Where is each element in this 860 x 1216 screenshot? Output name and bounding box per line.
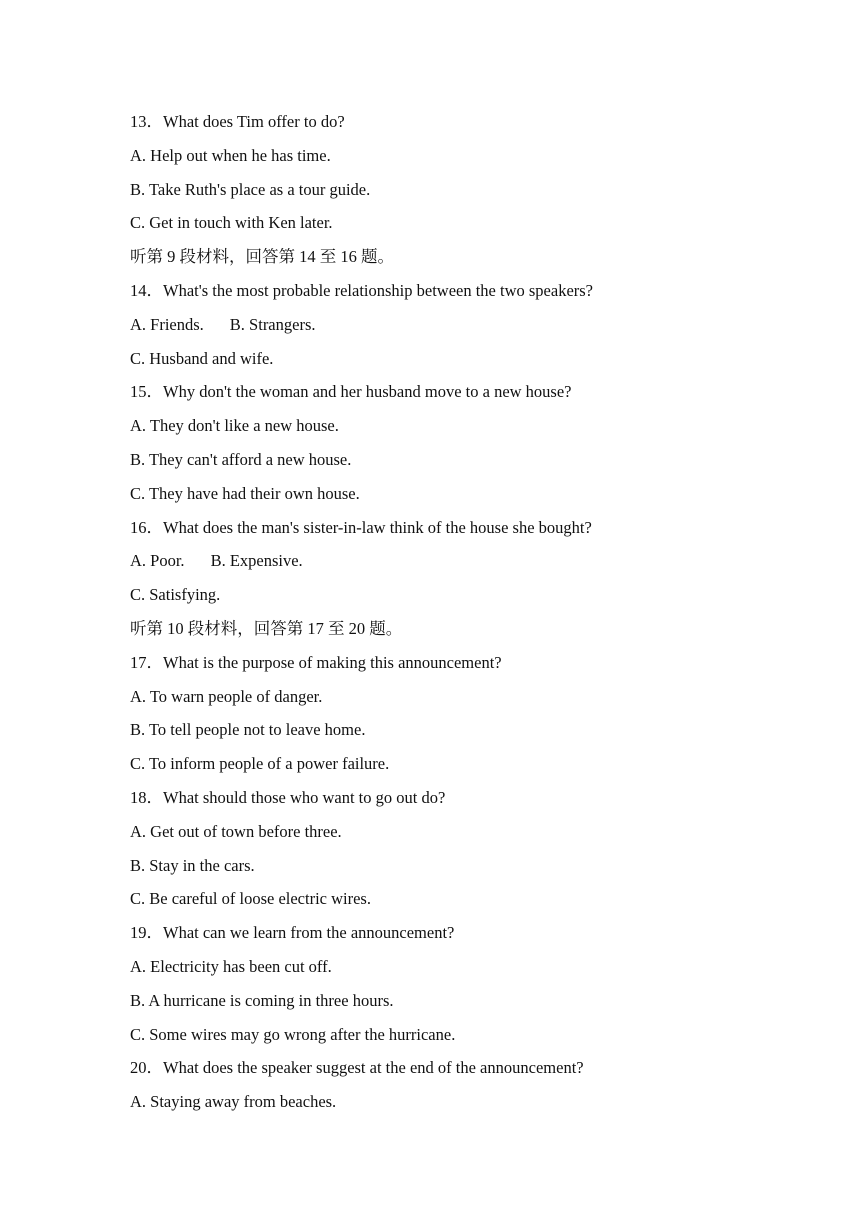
question-13: 13．What does Tim offer to do? <box>130 112 345 131</box>
option-14-a: A. Friends. <box>130 314 204 334</box>
option-14-b: B. Strangers. <box>229 314 316 334</box>
option-13-b: B. Take Ruth's place as a tour guide. <box>130 179 371 199</box>
option-18-c: C. Be careful of loose electric wires. <box>130 889 371 909</box>
option-14-c: C. Husband and wife. <box>130 348 274 368</box>
option-19-a: A. Electricity has been cut off. <box>130 956 332 976</box>
question-16: 16．What does the man's sister-in-law think of the house she bought? <box>130 517 592 537</box>
question-15: 15．Why don't the woman and her husband move to a new house? <box>130 382 572 402</box>
option-17-c: C. To inform people of a power failure. <box>130 754 390 774</box>
option-18-b: B. Stay in the cars. <box>130 855 255 875</box>
section-heading-10: 听第 10 段材料，回答第 17 至 20 题。 <box>130 618 403 638</box>
question-19: 19．What can we learn from the announcement? <box>130 923 455 943</box>
option-13-a: A. Help out when he has time. <box>130 145 331 165</box>
option-20-a: A. Staying away from beaches. <box>130 1092 337 1112</box>
option-17-b: B. To tell people not to leave home. <box>130 720 366 740</box>
option-16-b: B. Expensive. <box>210 551 303 571</box>
options-14-ab <box>130 311 750 345</box>
option-15-b: B. They can't afford a new house. <box>130 449 352 469</box>
document-body <box>130 108 750 1122</box>
option-18-a: A. Get out of town before three. <box>130 821 342 841</box>
option-16-a: A. Poor. <box>130 551 185 571</box>
options-16-ab <box>130 547 750 581</box>
question-14: 14．What's the most probable relationship between the two speakers? <box>130 280 594 300</box>
option-15-a: A. They don't like a new house. <box>130 416 339 436</box>
question-17: 17．What is the purpose of making this announcement? <box>130 652 502 672</box>
option-13-c: C. Get in touch with Ken later. <box>130 213 333 233</box>
section-heading-9: 听第 9 段材料，回答第 14 至 16 题。 <box>130 247 394 267</box>
option-19-b: B. A hurricane is coming in three hours. <box>130 990 394 1010</box>
question-20: 20．What does the speaker suggest at the end of the announcement? <box>130 1058 584 1078</box>
option-19-c: C. Some wires may go wrong after the hurricane. <box>130 1024 456 1044</box>
option-15-c: C. They have had their own house. <box>130 483 360 503</box>
option-16-c: C. Satisfying. <box>130 585 221 605</box>
option-17-a: A. To warn people of danger. <box>130 686 323 706</box>
question-18: 18．What should those who want to go out do? <box>130 787 446 807</box>
